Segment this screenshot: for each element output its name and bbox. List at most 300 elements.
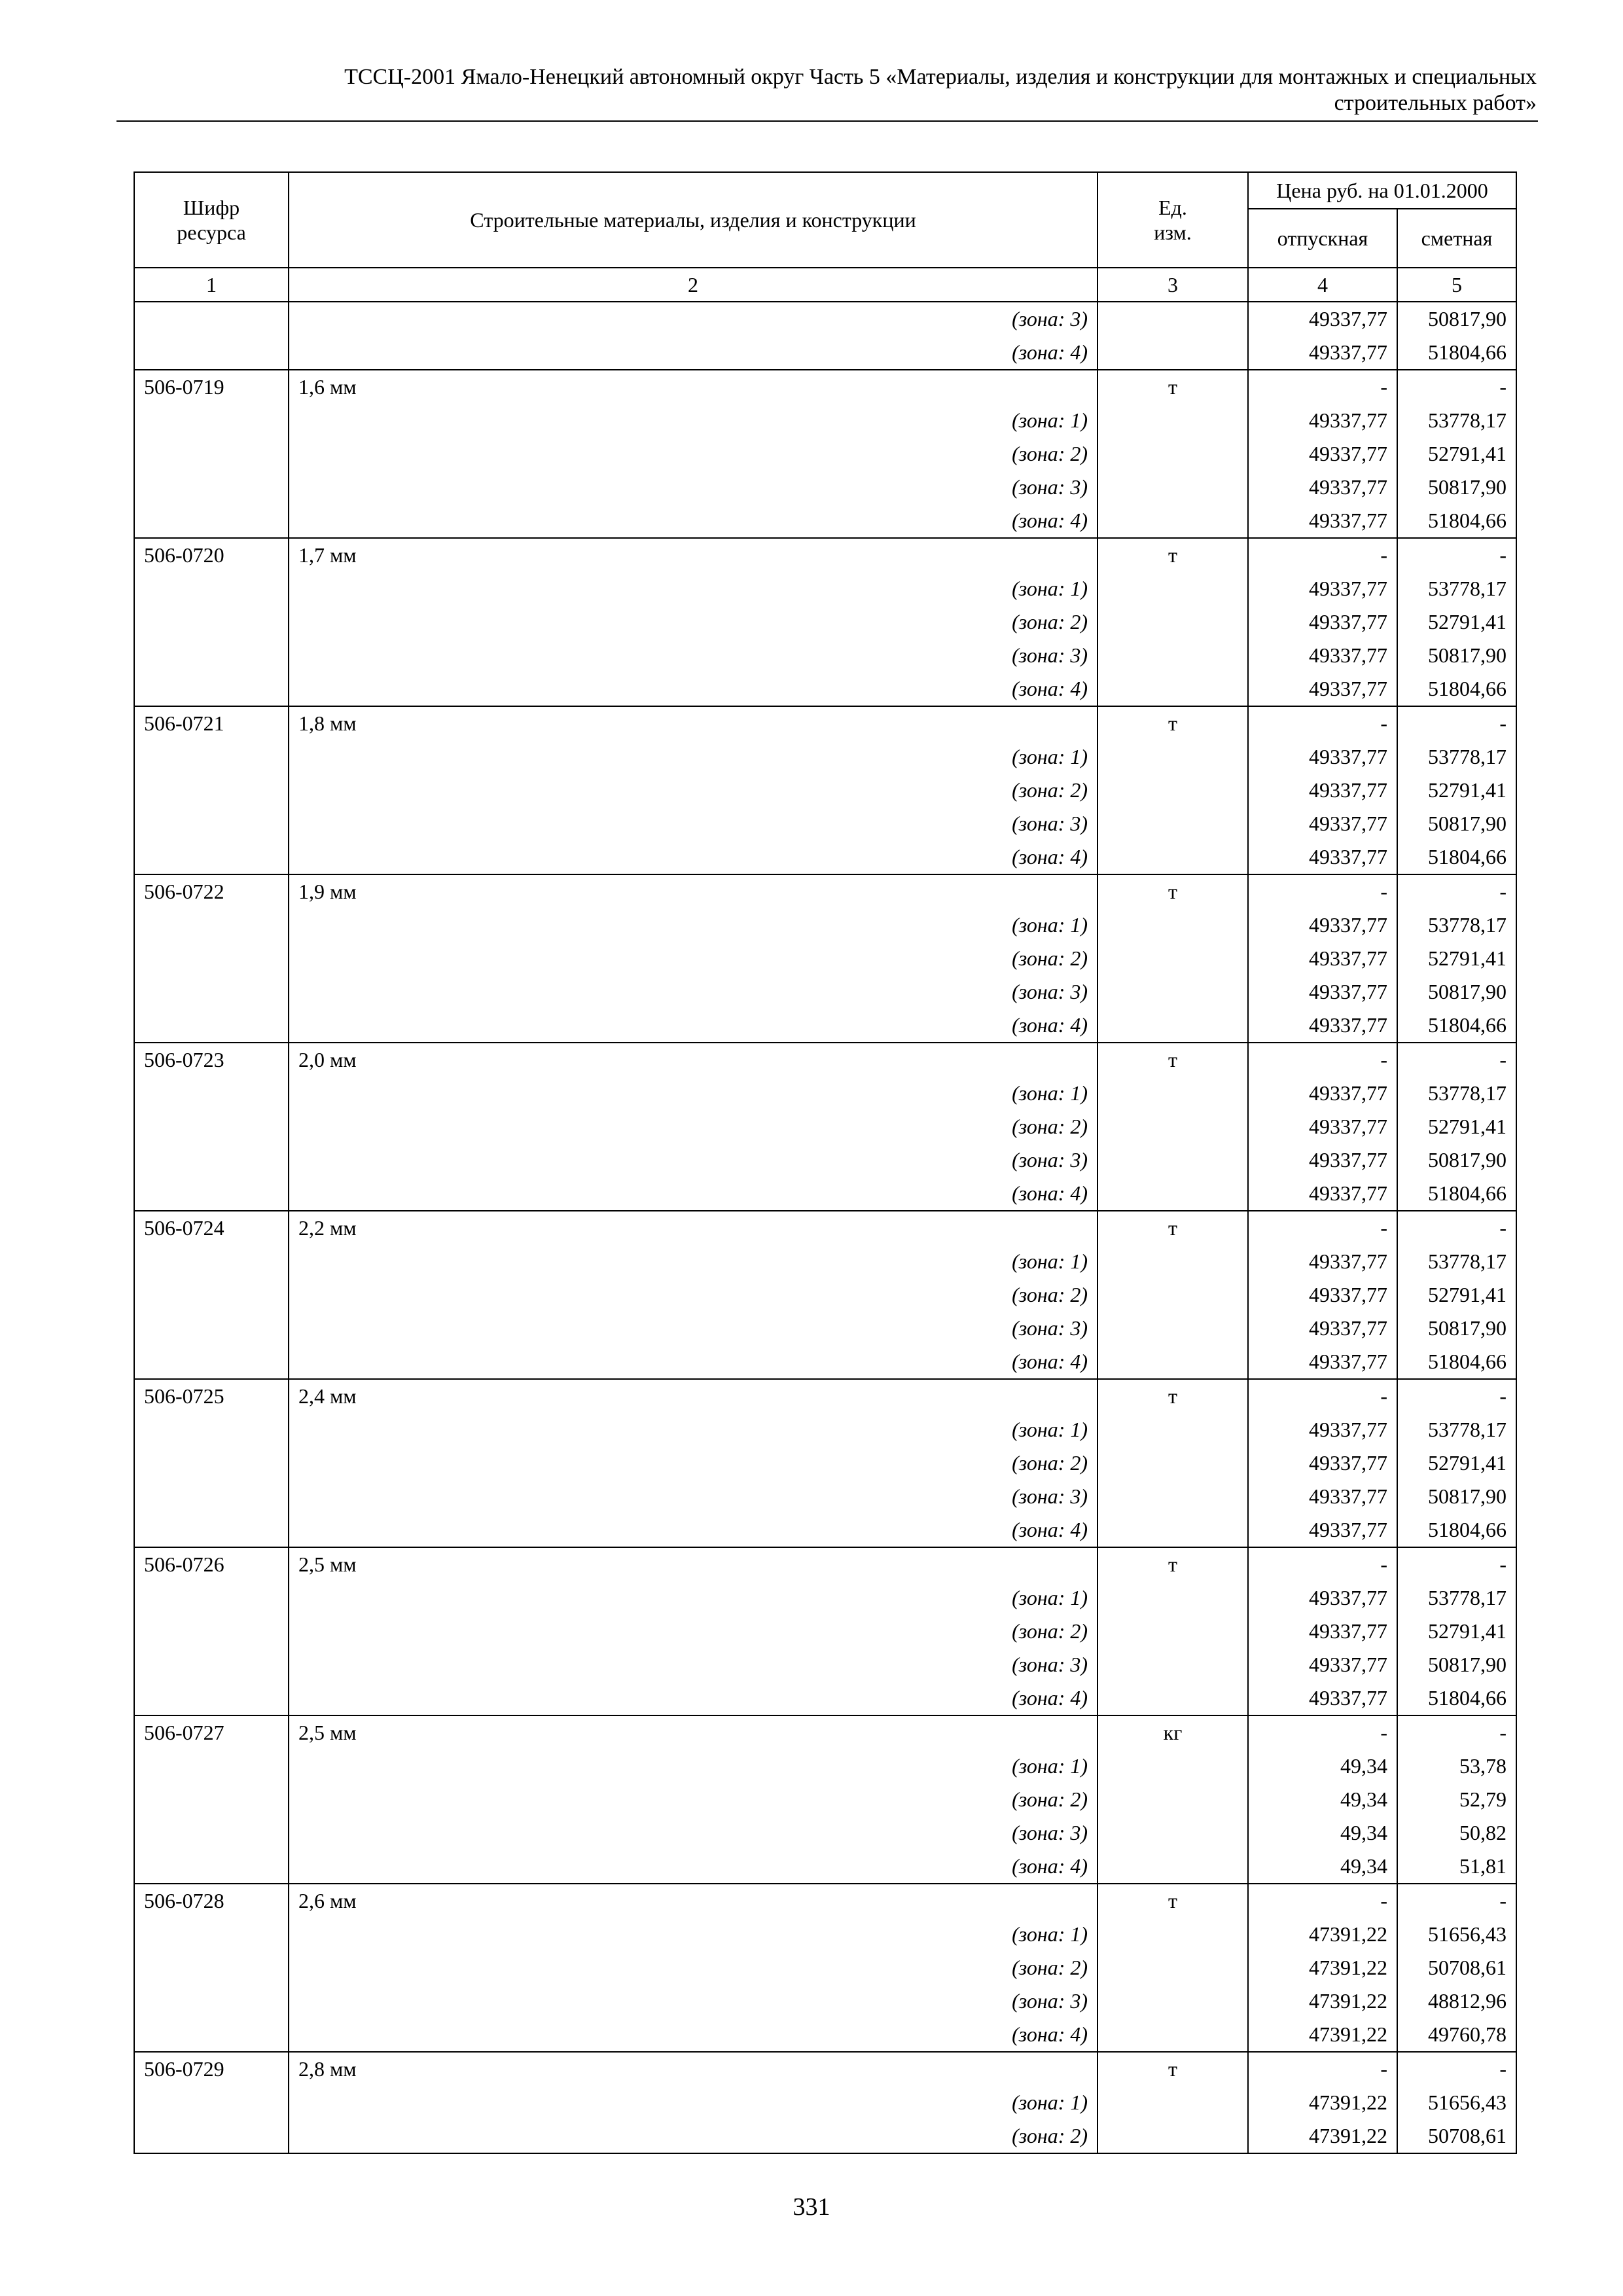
table-row-item [134, 1884, 1516, 1918]
cell-estimate: 52791,41 [1397, 774, 1516, 807]
table-row-zone [134, 1009, 1516, 1043]
header-estimate: сметная [1397, 209, 1516, 268]
cell-unit [1097, 1581, 1248, 1615]
table-row-zone [134, 572, 1516, 605]
cell-estimate: 52,79 [1397, 1783, 1516, 1816]
cell-release: 49337,77 [1248, 1513, 1397, 1547]
cell-code: 506-0723 [134, 1043, 289, 1077]
cell-estimate: 52791,41 [1397, 942, 1516, 975]
table-row-zone [134, 1110, 1516, 1143]
cell-release: 49337,77 [1248, 740, 1397, 774]
cell-code [134, 605, 289, 639]
cell-estimate: 50708,61 [1397, 2119, 1516, 2153]
cell-estimate: 53778,17 [1397, 1413, 1516, 1446]
header-rule [116, 120, 1538, 122]
cell-estimate: 48812,96 [1397, 1984, 1516, 2018]
table-row-zone [134, 807, 1516, 840]
cell-release: 49337,77 [1248, 840, 1397, 874]
cell-release: 49337,77 [1248, 1648, 1397, 1681]
header-code-label: Шифр ресурса [177, 196, 246, 244]
cell-zone: (зона: 1) [289, 1245, 1097, 1278]
cell-estimate: - [1397, 538, 1516, 572]
cell-estimate: 52791,41 [1397, 1615, 1516, 1648]
cell-code [134, 1446, 289, 1480]
cell-code [134, 1581, 289, 1615]
cell-unit: т [1097, 2052, 1248, 2086]
table-row-zone [134, 840, 1516, 874]
table-row-zone [134, 1345, 1516, 1379]
cell-zone: (зона: 1) [289, 1413, 1097, 1446]
cell-name: 2,4 мм [289, 1379, 1097, 1413]
table-row-zone [134, 1581, 1516, 1615]
cell-zone: (зона: 4) [289, 840, 1097, 874]
cell-code: 506-0726 [134, 1547, 289, 1581]
cell-estimate: 53778,17 [1397, 572, 1516, 605]
cell-release: - [1248, 1715, 1397, 1749]
cell-estimate: 51,81 [1397, 1850, 1516, 1884]
cell-estimate: 51804,66 [1397, 1345, 1516, 1379]
cell-zone: (зона: 4) [289, 1009, 1097, 1043]
cell-zone: (зона: 2) [289, 1615, 1097, 1648]
table-row-zone [134, 1413, 1516, 1446]
table-row-zone [134, 302, 1516, 336]
cell-estimate: 52791,41 [1397, 605, 1516, 639]
header-line-1: ТССЦ-2001 Ямало-Ненецкий автономный округ Часть 5 «Материалы, изделия и конструкции для монтажных и специальных [344, 65, 1537, 89]
cell-unit: т [1097, 1379, 1248, 1413]
table-row-zone [134, 1513, 1516, 1547]
cell-zone: (зона: 4) [289, 1681, 1097, 1715]
table-row-zone [134, 1615, 1516, 1648]
cell-estimate: 50817,90 [1397, 1648, 1516, 1681]
table-row-zone [134, 471, 1516, 504]
table-header [134, 172, 1516, 302]
cell-release: 49337,77 [1248, 1077, 1397, 1110]
cell-code [134, 807, 289, 840]
cell-zone: (зона: 1) [289, 1749, 1097, 1783]
table-row-zone [134, 1077, 1516, 1110]
cell-estimate: 53778,17 [1397, 740, 1516, 774]
cell-zone: (зона: 2) [289, 774, 1097, 807]
cell-code [134, 1513, 289, 1547]
table-row-zone [134, 1177, 1516, 1211]
table-row-zone [134, 1783, 1516, 1816]
cell-unit [1097, 1749, 1248, 1783]
cell-release: - [1248, 1043, 1397, 1077]
cell-unit [1097, 404, 1248, 437]
cell-release: 49337,77 [1248, 639, 1397, 672]
cell-release: 47391,22 [1248, 2018, 1397, 2052]
cell-release: 49337,77 [1248, 1177, 1397, 1211]
price-table [134, 171, 1517, 2154]
cell-release: - [1248, 2052, 1397, 2086]
cell-code [134, 1143, 289, 1177]
cell-estimate: 53778,17 [1397, 1077, 1516, 1110]
cell-unit: кг [1097, 1715, 1248, 1749]
table-row-item [134, 1379, 1516, 1413]
table-row-zone [134, 2086, 1516, 2119]
cell-name: 2,6 мм [289, 1884, 1097, 1918]
table-row-item [134, 2052, 1516, 2086]
table-row-zone [134, 504, 1516, 538]
cell-estimate: 51656,43 [1397, 2086, 1516, 2119]
cell-zone: (зона: 4) [289, 1177, 1097, 1211]
table-row-zone [134, 672, 1516, 706]
cell-unit [1097, 1783, 1248, 1816]
cell-unit [1097, 1312, 1248, 1345]
cell-code [134, 1245, 289, 1278]
table-row-zone [134, 1918, 1516, 1951]
cell-code [134, 2086, 289, 2119]
cell-code [134, 1009, 289, 1043]
cell-code [134, 942, 289, 975]
cell-release: 49337,77 [1248, 1413, 1397, 1446]
cell-estimate: 50817,90 [1397, 1143, 1516, 1177]
table-row-zone [134, 639, 1516, 672]
cell-code [134, 1681, 289, 1715]
table-row-item [134, 1211, 1516, 1245]
cell-estimate: 50817,90 [1397, 975, 1516, 1009]
header-num-5: 5 [1397, 268, 1516, 302]
cell-name: 2,8 мм [289, 2052, 1097, 2086]
cell-estimate: 50817,90 [1397, 1312, 1516, 1345]
header-code [134, 172, 289, 268]
table-row-zone [134, 1749, 1516, 1783]
cell-estimate: 51804,66 [1397, 672, 1516, 706]
table-row-zone [134, 1681, 1516, 1715]
cell-unit [1097, 605, 1248, 639]
cell-unit [1097, 504, 1248, 538]
cell-zone: (зона: 2) [289, 1446, 1097, 1480]
cell-zone: (зона: 3) [289, 975, 1097, 1009]
cell-code [134, 1816, 289, 1850]
cell-zone: (зона: 3) [289, 807, 1097, 840]
cell-name: 1,8 мм [289, 706, 1097, 740]
cell-release: 49337,77 [1248, 774, 1397, 807]
cell-zone: (зона: 3) [289, 1816, 1097, 1850]
table-row-zone [134, 975, 1516, 1009]
cell-release: 49337,77 [1248, 404, 1397, 437]
cell-release: - [1248, 1379, 1397, 1413]
cell-zone: (зона: 2) [289, 1278, 1097, 1312]
cell-unit [1097, 807, 1248, 840]
cell-name: 2,5 мм [289, 1715, 1097, 1749]
cell-estimate: 53778,17 [1397, 1245, 1516, 1278]
cell-estimate: 50708,61 [1397, 1951, 1516, 1984]
cell-zone: (зона: 4) [289, 1513, 1097, 1547]
cell-code [134, 302, 289, 336]
cell-code [134, 1951, 289, 1984]
cell-unit [1097, 1278, 1248, 1312]
cell-zone: (зона: 3) [289, 639, 1097, 672]
cell-estimate: - [1397, 1211, 1516, 1245]
cell-unit [1097, 336, 1248, 370]
cell-code [134, 1783, 289, 1816]
cell-release: 49337,77 [1248, 1480, 1397, 1513]
cell-estimate: - [1397, 2052, 1516, 2086]
table-row-zone [134, 908, 1516, 942]
cell-code: 506-0729 [134, 2052, 289, 2086]
cell-zone: (зона: 1) [289, 1077, 1097, 1110]
cell-zone: (зона: 4) [289, 2018, 1097, 2052]
cell-unit [1097, 302, 1248, 336]
cell-estimate: 51804,66 [1397, 1513, 1516, 1547]
table-row-item [134, 1043, 1516, 1077]
table-row-zone [134, 1312, 1516, 1345]
cell-unit [1097, 471, 1248, 504]
cell-zone: (зона: 2) [289, 942, 1097, 975]
cell-code [134, 1110, 289, 1143]
cell-estimate: 50817,90 [1397, 807, 1516, 840]
cell-unit [1097, 1009, 1248, 1043]
cell-unit [1097, 1077, 1248, 1110]
table-row-zone [134, 1480, 1516, 1513]
header-num-4: 4 [1248, 268, 1397, 302]
cell-estimate: 52791,41 [1397, 1110, 1516, 1143]
cell-code [134, 437, 289, 471]
cell-zone: (зона: 3) [289, 1480, 1097, 1513]
cell-unit: т [1097, 706, 1248, 740]
cell-zone: (зона: 1) [289, 1918, 1097, 1951]
cell-code [134, 504, 289, 538]
cell-code [134, 639, 289, 672]
table-row-zone [134, 605, 1516, 639]
table-row-zone [134, 1143, 1516, 1177]
cell-unit: т [1097, 1211, 1248, 1245]
cell-zone: (зона: 3) [289, 302, 1097, 336]
cell-unit [1097, 1615, 1248, 1648]
cell-unit [1097, 1816, 1248, 1850]
cell-unit: т [1097, 1547, 1248, 1581]
cell-code [134, 1345, 289, 1379]
cell-code [134, 1413, 289, 1446]
cell-release: - [1248, 706, 1397, 740]
cell-unit: т [1097, 538, 1248, 572]
cell-release: 49337,77 [1248, 1143, 1397, 1177]
cell-release: 49337,77 [1248, 1110, 1397, 1143]
cell-code: 506-0724 [134, 1211, 289, 1245]
cell-code [134, 1749, 289, 1783]
cell-release: 49337,77 [1248, 471, 1397, 504]
table-row-zone [134, 1245, 1516, 1278]
cell-code [134, 672, 289, 706]
cell-unit [1097, 2086, 1248, 2119]
cell-unit [1097, 1110, 1248, 1143]
cell-code [134, 2018, 289, 2052]
cell-unit [1097, 1413, 1248, 1446]
cell-release: 49337,77 [1248, 807, 1397, 840]
cell-unit [1097, 1345, 1248, 1379]
cell-unit [1097, 774, 1248, 807]
cell-release: 47391,22 [1248, 2119, 1397, 2153]
table-row-zone [134, 740, 1516, 774]
cell-zone: (зона: 2) [289, 605, 1097, 639]
cell-release: 47391,22 [1248, 1951, 1397, 1984]
cell-release: 49337,77 [1248, 437, 1397, 471]
cell-code [134, 1984, 289, 2018]
cell-zone: (зона: 4) [289, 504, 1097, 538]
cell-estimate: 52791,41 [1397, 1446, 1516, 1480]
cell-estimate: 53,78 [1397, 1749, 1516, 1783]
cell-code: 506-0721 [134, 706, 289, 740]
table-row-zone [134, 1816, 1516, 1850]
cell-release: 49337,77 [1248, 336, 1397, 370]
table-row-zone [134, 1446, 1516, 1480]
cell-code [134, 840, 289, 874]
cell-code: 506-0719 [134, 370, 289, 404]
table-row-zone [134, 1278, 1516, 1312]
cell-release: 49337,77 [1248, 975, 1397, 1009]
cell-zone: (зона: 1) [289, 908, 1097, 942]
header-unit [1097, 172, 1248, 268]
cell-unit [1097, 572, 1248, 605]
table-row-zone [134, 336, 1516, 370]
cell-code [134, 471, 289, 504]
cell-zone: (зона: 2) [289, 2119, 1097, 2153]
cell-release: - [1248, 1884, 1397, 1918]
header-name: Строительные материалы, изделия и конструкции [289, 172, 1097, 268]
cell-estimate: 49760,78 [1397, 2018, 1516, 2052]
cell-unit [1097, 942, 1248, 975]
cell-unit [1097, 975, 1248, 1009]
cell-unit: т [1097, 874, 1248, 908]
cell-estimate: 53778,17 [1397, 404, 1516, 437]
cell-zone: (зона: 3) [289, 1648, 1097, 1681]
table-row-zone [134, 1984, 1516, 2018]
cell-zone: (зона: 2) [289, 1110, 1097, 1143]
cell-estimate: 53778,17 [1397, 1581, 1516, 1615]
table-row-item [134, 538, 1516, 572]
cell-name: 2,0 мм [289, 1043, 1097, 1077]
cell-zone: (зона: 4) [289, 672, 1097, 706]
cell-unit [1097, 1480, 1248, 1513]
cell-release: 49337,77 [1248, 1581, 1397, 1615]
cell-release: - [1248, 370, 1397, 404]
cell-unit [1097, 1850, 1248, 1884]
cell-unit [1097, 908, 1248, 942]
table-row-zone [134, 2119, 1516, 2153]
page-header [118, 64, 1537, 117]
cell-code [134, 1918, 289, 1951]
cell-release: 49,34 [1248, 1850, 1397, 1884]
header-release: отпускная [1248, 209, 1397, 268]
cell-release: 49337,77 [1248, 302, 1397, 336]
cell-code [134, 336, 289, 370]
cell-release: 47391,22 [1248, 1984, 1397, 2018]
cell-code [134, 975, 289, 1009]
table-row-zone [134, 1648, 1516, 1681]
cell-code [134, 1312, 289, 1345]
cell-release: 49337,77 [1248, 672, 1397, 706]
cell-estimate: 51804,66 [1397, 1177, 1516, 1211]
table-row-zone [134, 774, 1516, 807]
cell-code: 506-0727 [134, 1715, 289, 1749]
cell-code [134, 1278, 289, 1312]
cell-release: 49337,77 [1248, 605, 1397, 639]
table-body [134, 302, 1516, 2153]
cell-code: 506-0728 [134, 1884, 289, 1918]
cell-code [134, 404, 289, 437]
cell-estimate: - [1397, 370, 1516, 404]
table-row-zone [134, 1951, 1516, 1984]
cell-estimate: 51804,66 [1397, 1009, 1516, 1043]
cell-zone: (зона: 3) [289, 1143, 1097, 1177]
cell-estimate: 52791,41 [1397, 1278, 1516, 1312]
cell-zone: (зона: 2) [289, 1951, 1097, 1984]
cell-unit [1097, 1177, 1248, 1211]
table-row-zone [134, 942, 1516, 975]
cell-code [134, 1615, 289, 1648]
cell-estimate: 51804,66 [1397, 1681, 1516, 1715]
cell-estimate: 50817,90 [1397, 302, 1516, 336]
cell-estimate: - [1397, 1043, 1516, 1077]
page-number: 331 [793, 2193, 830, 2221]
cell-name: 1,9 мм [289, 874, 1097, 908]
cell-zone: (зона: 1) [289, 740, 1097, 774]
cell-zone: (зона: 2) [289, 1783, 1097, 1816]
header-line-2: строительных работ» [1334, 91, 1537, 115]
cell-unit [1097, 1984, 1248, 2018]
cell-estimate: - [1397, 1884, 1516, 1918]
cell-unit [1097, 1648, 1248, 1681]
cell-estimate: 51804,66 [1397, 336, 1516, 370]
cell-release: 49337,77 [1248, 942, 1397, 975]
cell-unit [1097, 639, 1248, 672]
cell-zone: (зона: 4) [289, 1345, 1097, 1379]
cell-release: 49337,77 [1248, 1345, 1397, 1379]
cell-code: 506-0722 [134, 874, 289, 908]
cell-zone: (зона: 3) [289, 1984, 1097, 2018]
cell-release: 49337,77 [1248, 504, 1397, 538]
cell-unit [1097, 2018, 1248, 2052]
cell-release: 49337,77 [1248, 1681, 1397, 1715]
table-row-item [134, 1715, 1516, 1749]
cell-estimate: 50,82 [1397, 1816, 1516, 1850]
cell-code [134, 1077, 289, 1110]
cell-zone: (зона: 3) [289, 1312, 1097, 1345]
cell-name: 1,7 мм [289, 538, 1097, 572]
cell-unit [1097, 1446, 1248, 1480]
cell-name: 2,2 мм [289, 1211, 1097, 1245]
cell-release: 49,34 [1248, 1816, 1397, 1850]
cell-zone: (зона: 4) [289, 1850, 1097, 1884]
cell-code [134, 1177, 289, 1211]
cell-unit [1097, 840, 1248, 874]
cell-code [134, 2119, 289, 2153]
cell-unit [1097, 1681, 1248, 1715]
header-num-3: 3 [1097, 268, 1248, 302]
cell-unit [1097, 1143, 1248, 1177]
table-row-zone [134, 437, 1516, 471]
cell-code [134, 1850, 289, 1884]
cell-estimate: - [1397, 706, 1516, 740]
cell-estimate: - [1397, 1379, 1516, 1413]
header-price: Цена руб. на 01.01.2000 [1248, 172, 1516, 209]
cell-zone: (зона: 1) [289, 572, 1097, 605]
table-row-item [134, 370, 1516, 404]
cell-unit [1097, 2119, 1248, 2153]
cell-release: 49337,77 [1248, 1446, 1397, 1480]
cell-release: 49337,77 [1248, 1615, 1397, 1648]
cell-release: 49,34 [1248, 1749, 1397, 1783]
cell-unit: т [1097, 1043, 1248, 1077]
cell-release: 49337,77 [1248, 1009, 1397, 1043]
cell-zone: (зона: 1) [289, 1581, 1097, 1615]
cell-unit [1097, 1951, 1248, 1984]
table-row-zone [134, 2018, 1516, 2052]
cell-unit [1097, 1918, 1248, 1951]
cell-unit [1097, 437, 1248, 471]
cell-zone: (зона: 3) [289, 471, 1097, 504]
